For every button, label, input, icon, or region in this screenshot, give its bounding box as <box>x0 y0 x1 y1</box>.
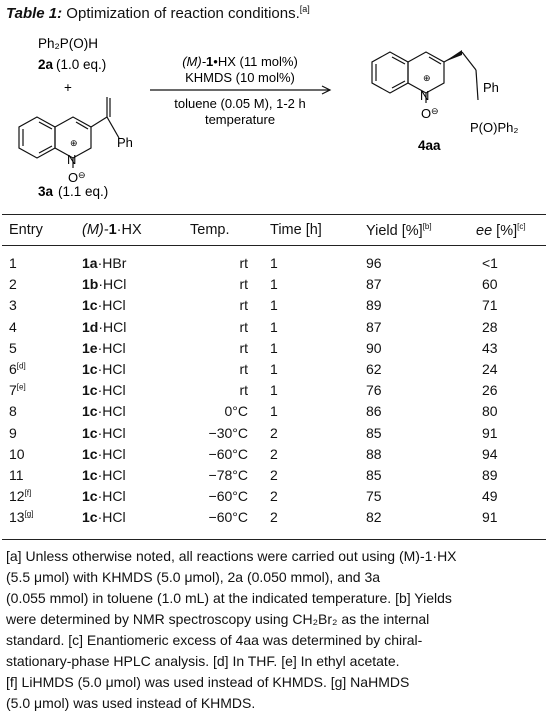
substrate-n-atom: N <box>67 152 77 167</box>
cell-yield: 75 <box>366 488 382 505</box>
table-label: Table 1: <box>6 5 63 22</box>
condition-base: KHMDS (10 mol%) <box>185 70 295 85</box>
cell-ee: <1 <box>482 255 498 271</box>
cell-catalyst: 1a·HBr <box>82 255 127 271</box>
cell-ee: 94 <box>482 445 498 462</box>
cell-ee: 91 <box>482 424 498 441</box>
footnote-line: [a] Unless otherwise noted, all reactions were carried out using (M)-1·HX <box>6 548 457 564</box>
cell-temp: −78°C <box>208 467 248 483</box>
cell-catalyst: 1d·HCl <box>82 318 127 335</box>
table-row <box>0 361 554 381</box>
cell-ee: 71 <box>482 297 498 314</box>
cell-temp: 0°C <box>224 403 248 420</box>
header-time: Time [h] <box>270 222 322 238</box>
cell-time: 2 <box>270 467 278 483</box>
cell-temp: rt <box>239 382 248 399</box>
cell-catalyst: 1b·HCl <box>82 276 127 293</box>
cell-catalyst: 1c·HCl <box>82 403 126 420</box>
cell-ee: 89 <box>482 467 498 483</box>
cell-entry: 3 <box>9 297 17 314</box>
cell-entry: 8 <box>9 403 17 420</box>
condition-temperature: temperature <box>204 112 276 127</box>
table-row <box>0 403 554 423</box>
header-yield: Yield [%][b] <box>366 222 432 239</box>
cell-temp: −60°C <box>208 488 248 505</box>
header-ee: ee [%][c] <box>476 222 526 239</box>
n-charge-plus: ⊕ <box>70 138 78 148</box>
reagent-2a-eq: (1.0 eq.) <box>56 57 107 72</box>
footnote-line: standard. [c] Enantiomeric excess of 4aa was determined by chiral- <box>6 632 423 648</box>
cell-entry: 9 <box>9 424 17 441</box>
cell-time: 1 <box>270 318 278 335</box>
cell-time: 1 <box>270 297 278 314</box>
cell-yield: 89 <box>366 297 382 314</box>
table-row <box>0 509 554 529</box>
product-o-atom: O <box>421 106 432 121</box>
table-row <box>0 276 554 296</box>
cell-temp: rt <box>239 255 248 271</box>
cell-yield: 76 <box>366 382 382 399</box>
condition-solvent: toluene (0.05 M), 1-2 h <box>174 96 306 111</box>
footnote-line: stationary-phase HPLC analysis. [d] In THF. [e] In ethyl acetate. <box>6 653 400 669</box>
cell-time: 1 <box>270 361 278 377</box>
cell-entry: 7[e] <box>9 382 26 399</box>
substrate-3a-label: 3a <box>38 184 54 199</box>
cell-temp: −60°C <box>208 509 248 526</box>
cell-catalyst: 1c·HCl <box>82 382 126 399</box>
cell-time: 1 <box>270 382 278 399</box>
cell-yield: 87 <box>366 318 382 335</box>
cell-yield: 96 <box>366 255 382 271</box>
cell-yield: 82 <box>366 509 382 526</box>
cell-entry: 2 <box>9 276 17 293</box>
cell-ee: 60 <box>482 276 498 293</box>
cell-time: 2 <box>270 445 278 462</box>
cell-temp: rt <box>239 361 248 377</box>
o-charge-minus: ⊖ <box>78 170 86 180</box>
cell-entry: 10 <box>9 445 25 462</box>
cell-yield: 88 <box>366 445 382 462</box>
cell-entry: 5 <box>9 339 17 356</box>
cell-temp: −30°C <box>208 424 248 441</box>
cell-time: 1 <box>270 403 278 420</box>
cell-time: 1 <box>270 276 278 293</box>
table-header-rule <box>2 245 546 246</box>
cell-yield: 85 <box>366 424 382 441</box>
cell-temp: rt <box>239 297 248 314</box>
substrate-ph: Ph <box>117 135 133 150</box>
reagent-2a-formula: Ph₂P(O)H <box>38 36 98 51</box>
cell-time: 2 <box>270 424 278 441</box>
table-row <box>0 446 554 466</box>
table-row <box>0 319 554 339</box>
cell-temp: rt <box>239 339 248 356</box>
header-entry: Entry <box>9 222 43 238</box>
table-row <box>0 488 554 508</box>
cell-temp: rt <box>239 276 248 293</box>
title-footnote-marker: [a] <box>299 4 310 14</box>
cell-catalyst: 1c·HCl <box>82 488 126 505</box>
cell-ee: 24 <box>482 361 498 377</box>
footnote-line: (5.5 μmol) with KHMDS (5.0 μmol), 2a (0.050 mmol), and 3a <box>6 569 381 585</box>
cell-catalyst: 1c·HCl <box>82 424 126 441</box>
cell-yield: 87 <box>366 276 382 293</box>
substrate-o-atom: O <box>68 170 79 185</box>
cell-yield: 62 <box>366 361 382 377</box>
cell-ee: 43 <box>482 339 498 356</box>
table-footnotes <box>6 546 546 714</box>
product-n-charge-plus: ⊕ <box>423 73 431 83</box>
table-row <box>0 382 554 402</box>
cell-ee: 49 <box>482 488 498 505</box>
cell-catalyst: 1c·HCl <box>82 467 126 483</box>
cell-catalyst: 1c·HCl <box>82 297 126 314</box>
cell-entry: 12[f] <box>9 488 32 505</box>
cell-time: 2 <box>270 509 278 526</box>
footnote-line: (0.055 mmol) in toluene (1.0 mL) at the indicated temperature. [b] Yields <box>6 590 452 606</box>
product-n-atom: N <box>420 88 430 103</box>
plus-sign: + <box>64 80 72 95</box>
product-ph: Ph <box>483 80 499 95</box>
cell-catalyst: 1c·HCl <box>82 509 126 526</box>
cell-catalyst: 1e·HCl <box>82 339 126 356</box>
cell-temp: −60°C <box>208 445 248 462</box>
cell-entry: 13[g] <box>9 509 34 526</box>
product-o-charge-minus: ⊖ <box>431 106 439 116</box>
cell-yield: 85 <box>366 467 382 483</box>
product-4aa-label: 4aa <box>418 138 441 153</box>
product-p-group: P(O)Ph₂ <box>470 120 519 135</box>
cell-entry: 1 <box>9 255 17 271</box>
cell-time: 1 <box>270 255 278 271</box>
cell-entry: 11 <box>9 467 24 483</box>
table-caption: Optimization of reaction conditions. <box>62 5 300 22</box>
table-row <box>0 425 554 445</box>
header-temp: Temp. <box>190 222 230 238</box>
cell-catalyst: 1c·HCl <box>82 361 126 377</box>
footnote-line: [f] LiHMDS (5.0 μmol) was used instead of KHMDS. [g] NaHMDS <box>6 674 410 690</box>
cell-yield: 86 <box>366 403 382 420</box>
cell-entry: 4 <box>9 318 17 335</box>
table-bottom-rule <box>2 539 546 540</box>
cell-ee: 28 <box>482 318 498 335</box>
cell-ee: 80 <box>482 403 498 420</box>
table-row <box>0 340 554 360</box>
header-catalyst: (M)-1·HX <box>82 222 142 238</box>
footnote-line: were determined by NMR spectroscopy using CH₂Br₂ as the internal <box>6 611 430 627</box>
cell-temp: rt <box>239 318 248 335</box>
table-row <box>0 467 554 487</box>
footnote-line: (5.0 μmol) was used instead of KHMDS. <box>6 695 256 711</box>
substrate-3a-eq: (1.1 eq.) <box>58 184 109 199</box>
reagent-2a-label: 2a <box>38 57 54 72</box>
table-top-rule <box>2 214 546 215</box>
table-row <box>0 297 554 317</box>
cell-ee: 91 <box>482 509 498 526</box>
cell-time: 2 <box>270 488 278 505</box>
cell-entry: 6[d] <box>9 361 26 377</box>
cell-yield: 90 <box>366 339 382 356</box>
reaction-scheme <box>0 0 554 205</box>
condition-catalyst: (M)-1•HX (11 mol%) <box>182 54 298 69</box>
cell-catalyst: 1c·HCl <box>82 445 126 462</box>
cell-time: 1 <box>270 339 278 356</box>
table-row <box>0 255 554 275</box>
cell-ee: 26 <box>482 382 498 399</box>
